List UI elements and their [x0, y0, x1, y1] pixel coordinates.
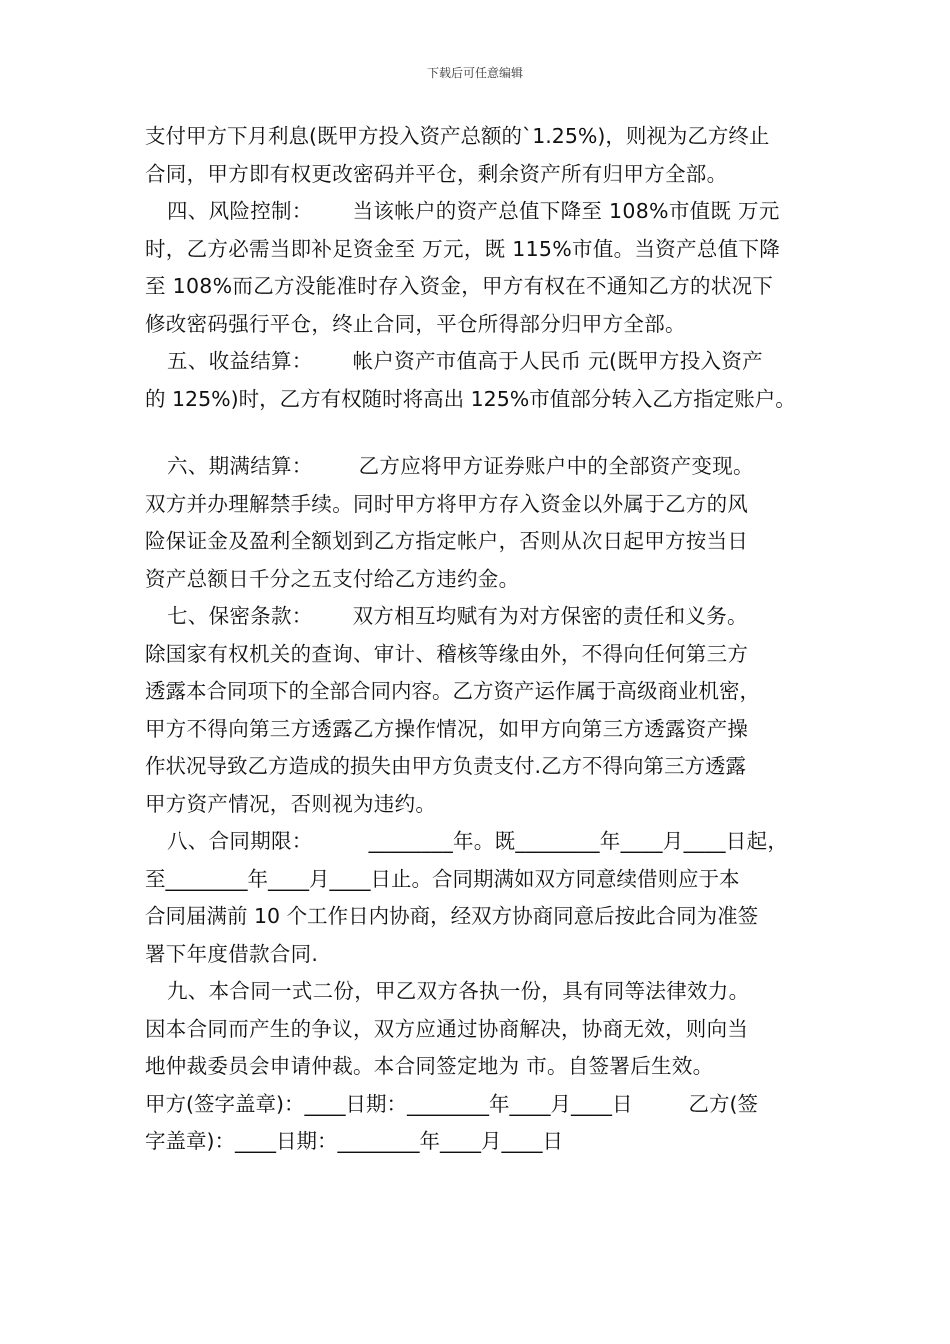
party-b-signature-label: 乙方(签	[688, 1091, 758, 1116]
text-line: 资产总额日千分之五支付给乙方违约金。	[145, 566, 520, 591]
text-line: 当该帐户的资产总值下降至 108%市值既 万元	[352, 199, 780, 223]
clause-heading: 七、保密条款：	[167, 604, 313, 628]
text-line: 的 125%)时，乙方有权随时将高出 125%市值部分转入乙方指定账户。	[145, 386, 796, 411]
text-line: 透露本合同项下的全部合同内容。乙方资产运作属于高级商业机密，	[145, 679, 760, 703]
clause-risk-control	[145, 193, 820, 231]
clause-confidentiality	[145, 598, 820, 636]
document-body	[145, 118, 820, 1161]
text-line: 署下年度借款合同.	[145, 941, 319, 966]
signature-line: 字盖章)：____日期：________年____月____日	[145, 1129, 563, 1153]
clause-settlement	[145, 343, 820, 381]
text-line: 帐户资产市值高于人民币 元(既甲方投入资产	[352, 349, 763, 373]
text-line: 乙方应将甲方证券账户中的全部资产变现。	[358, 454, 754, 478]
clause-maturity	[145, 448, 820, 486]
text-line: 甲方资产情况，否则视为违约。	[145, 791, 437, 816]
text-line: 除国家有权机关的查询、审计、稽核等缘由外，不得向任何第三方	[145, 641, 749, 666]
text-line: 合同届满前 10 个工作日内协商，经双方协商同意后按此合同为准签	[145, 904, 759, 928]
text-line: 地仲裁委员会申请仲裁。本合同签定地为 市。自签署后生效。	[145, 1054, 714, 1078]
text-line: 险保证金及盈利全额划到乙方指定帐户，否则从次日起甲方按当日	[145, 529, 749, 553]
text-line: 作状况导致乙方造成的损失由甲方负责支付.乙方不得向第三方透露	[145, 754, 747, 778]
text-line: 合同，甲方即有权更改密码并平仓，剩余资产所有归甲方全部。	[145, 161, 728, 186]
text-line: 时，乙方必需当即补足资金至 万元，既 115%市值。当资产总值下降	[145, 236, 781, 261]
text-line: 支付甲方下月利息(既甲方投入资产总额的`1.25%)，则视为乙方终止	[145, 124, 770, 148]
clause-copies: 九、本合同一式二份，甲乙双方各执一份，具有同等法律效力。	[167, 979, 750, 1003]
clause-heading: 五、收益结算：	[167, 349, 313, 373]
text-line: 双方并办理解禁手续。同时甲方将甲方存入资金以外属于乙方的风	[145, 491, 749, 516]
text-line: 至________年____月____日止。合同期满如双方同意续借则应于本	[145, 866, 740, 891]
text-line: 修改密码强行平仓，终止合同，平仓所得部分归甲方全部。	[145, 311, 686, 336]
text-line: 双方相互均赋有为对方保密的责任和义务。	[352, 604, 748, 628]
page-header: 下载后可任意编辑	[426, 66, 523, 80]
clause-heading: 八、合同期限：	[167, 829, 313, 853]
clause-heading: 四、风险控制：	[167, 199, 313, 223]
text-line: 至 108%而乙方没能准时存入资金，甲方有权在不通知乙方的状况下	[145, 274, 774, 298]
text-line: 甲方不得向第三方透露乙方操作情况，如甲方向第三方透露资产操	[145, 716, 749, 741]
text-line: ________年。既________年____月____日起，	[368, 829, 789, 853]
clause-heading: 六、期满结算：	[167, 454, 313, 478]
clause-term	[145, 823, 820, 861]
text-line: 因本合同而产生的争议，双方应通过协商解决，协商无效，则向当	[145, 1016, 749, 1041]
party-a-signature: 甲方(签字盖章)：____日期：________年____月____日	[145, 1091, 633, 1116]
signature-line	[145, 1086, 820, 1124]
